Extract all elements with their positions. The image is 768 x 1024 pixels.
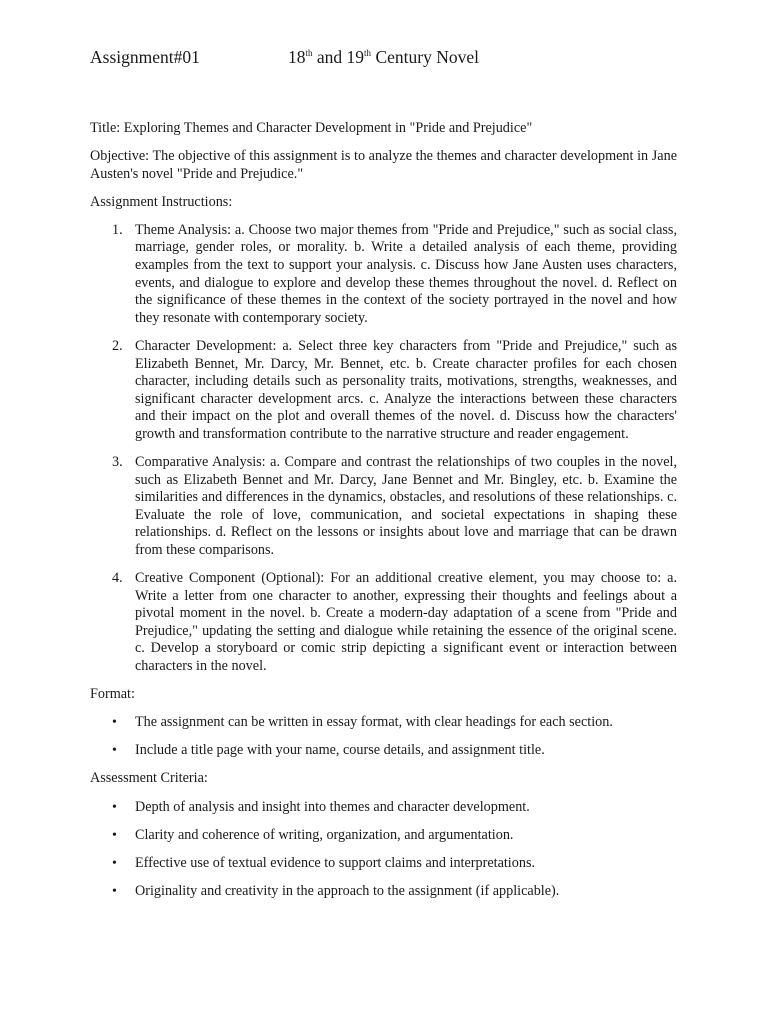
objective-paragraph: Objective: The objective of this assignment is to analyze the themes and character development in Jane Austen's novel "Pride and Prejudice." [90,148,677,182]
list-item [90,742,677,760]
assignment-number: Assignment#01 [90,47,200,67]
criteria-list [90,799,677,901]
course-title: 18th and 19th Century Novel [288,47,479,67]
bullet-icon: • [112,855,117,871]
format-heading: Format: [90,686,135,703]
criteria-heading: Assessment Criteria: [90,770,208,787]
format-list [90,714,677,760]
item-number: 4. [112,570,123,587]
instructions-list [90,222,677,676]
item-text: Include a title page with your name, course details, and assignment title. [135,742,545,759]
item-text: Character Development: a. Select three key characters from "Pride and Prejudice," such as Elizabeth Bennet, Mr. Darcy, Mr. Bennet, etc. b. Create character profiles for each chosen character, including details such as personality traits, motivations, strengths, weaknesses, and significant character development arcs. c. Analyze the interactions between these characters and their impact on the plot and overall themes of the novel. d. Discuss how the characters' growth and transformation contribute to the narrative structure and reader engagement. [135,337,677,442]
page-header [90,46,690,70]
item-number: 3. [112,454,123,470]
item-text: Creative Component (Optional): For an additional creative element, you may choose to: a. Write a letter from one character to another, expressing their thoughts and feelings about a pivotal moment in the novel. b. Create a modern-day adaptation of a scene from "Pride and Prejudice," updating the setting and dialogue while retaining the essence of the original scene. c. Develop a storyboard or comic strip depicting a significant event or interaction between characters in the novel. [135,570,677,675]
list-item [90,827,677,845]
instruction-item [90,338,677,444]
item-text: Comparative Analysis: a. Compare and contrast the relationships of two couples in the novel, such as Elizabeth Bennet and Mr. Darcy, Jane Bennet and Mr. Bingley, etc. b. Examine the similarities and differences in the dynamics, obstacles, and resolutions of these relationships. c. Evaluate the role of love, communication, and societal expectations in shaping these relationships. d. Reflect on the lessons or insights about love and marriage that can be drawn from these comparisons. [135,454,677,558]
item-number: 2. [112,337,123,354]
bullet-icon: • [112,743,117,759]
list-item [90,714,677,732]
instructions-heading: Assignment Instructions: [90,193,233,210]
item-number: 1. [112,221,123,238]
item-text: Effective use of textual evidence to support claims and interpretations. [135,854,536,871]
bullet-icon: • [112,799,117,815]
bullet-icon: • [112,883,117,899]
document-body [90,120,677,911]
bullet-icon: • [112,715,117,731]
assignment-title: Title: Exploring Themes and Character Development in "Pride and Prejudice" [90,120,533,136]
instruction-item [90,570,677,676]
item-text: Clarity and coherence of writing, organization, and argumentation. [135,826,514,843]
list-item [90,799,677,817]
item-text: Theme Analysis: a. Choose two major themes from "Pride and Prejudice," such as social class, marriage, gender roles, or morality. b. Write a detailed analysis of each theme, providing examples from the text to support your analysis. c. Discuss how Jane Austen uses characters, events, and dialogue to explore and develop these themes throughout the novel. d. Reflect on the significance of these themes in the context of the society portrayed in the novel and how they resonate with contemporary society. [135,221,677,326]
bullet-icon: • [112,827,117,843]
item-text: The assignment can be written in essay format, with clear headings for each section. [135,714,613,731]
list-item [90,883,677,901]
item-text: Depth of analysis and insight into themes and character development. [135,798,530,815]
instruction-item [90,222,677,328]
instruction-item [90,454,677,560]
list-item [90,855,677,873]
item-text: Originality and creativity in the approach to the assignment (if applicable). [135,882,560,899]
